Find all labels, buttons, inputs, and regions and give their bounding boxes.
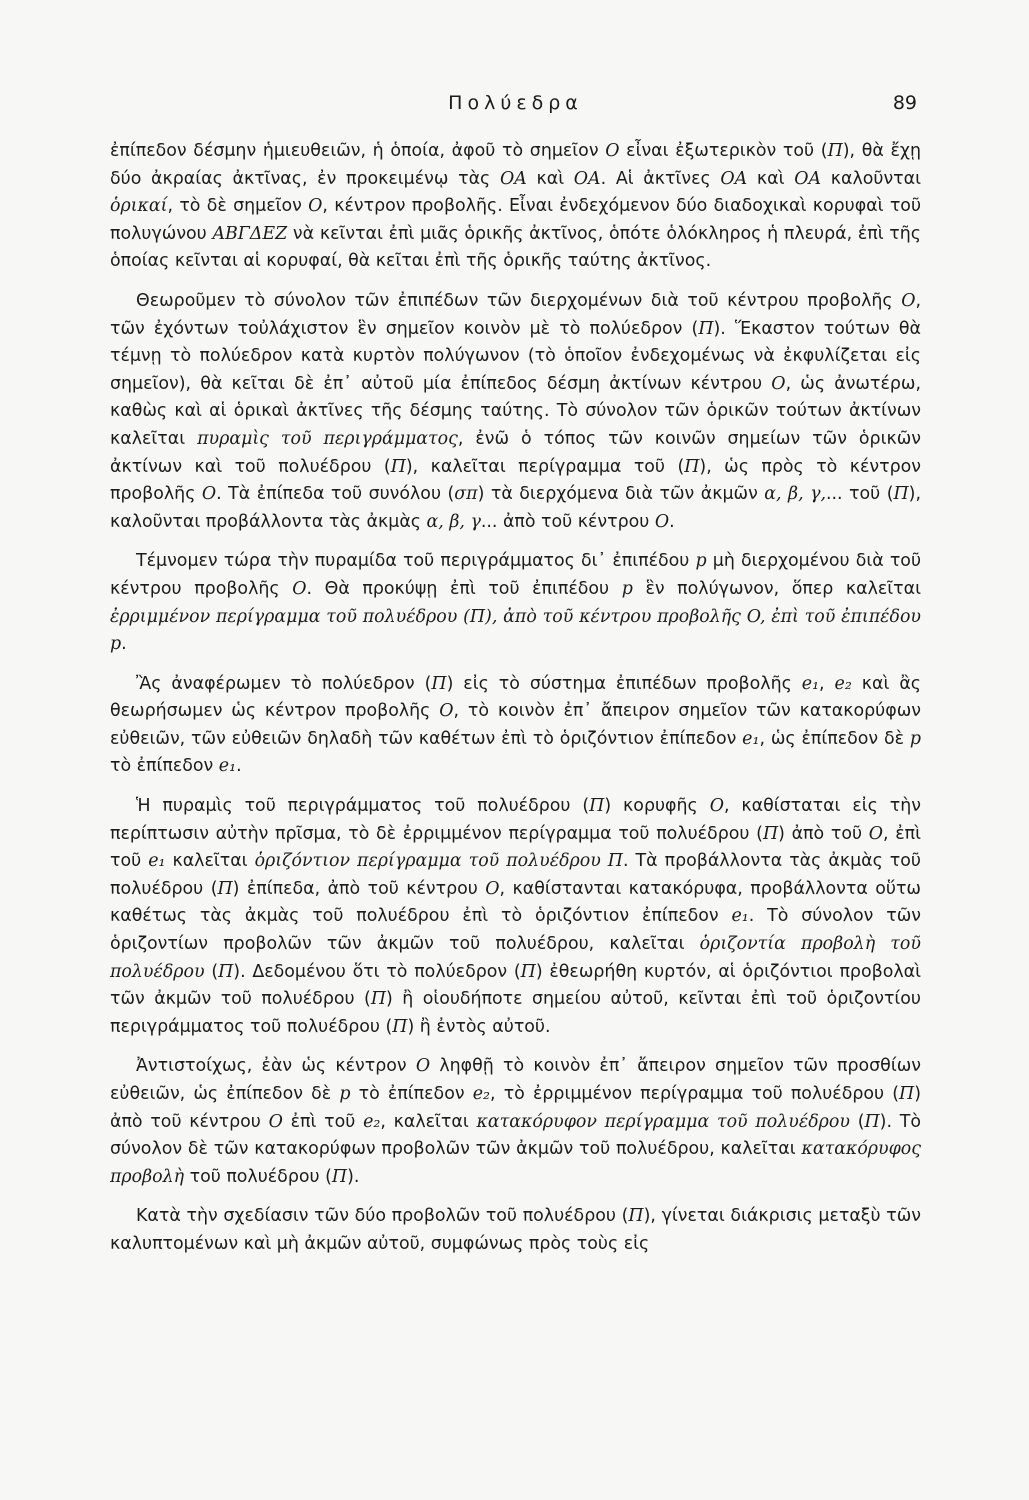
math-symbol: ὁρικαί (110, 196, 168, 217)
text-run: ) ἢ ἐντὸς αὐτοῦ. (407, 1016, 551, 1037)
math-symbol: O (901, 290, 916, 311)
text-run: καὶ (526, 168, 574, 189)
text-run: ἐπὶ τοῦ (282, 1111, 364, 1132)
text-run: , καθίσταται εἰς τὴν περίπτωσιν αὐτὴν πρῖσμα, τὸ δὲ ἐρριμμένον περίγραμμα τοῦ πολυέδρου ( (110, 796, 921, 844)
math-symbol: O (415, 1056, 431, 1077)
paragraph (110, 288, 921, 536)
text-run: , (819, 673, 835, 694)
text-run: καλοῦνται (821, 168, 921, 189)
math-symbol: Π (431, 673, 447, 694)
math-symbol: ὁριζόντιον περίγραμμα τοῦ πολυέδρου Π (254, 851, 623, 872)
text-run: ), καλοῦνται προβάλλοντα τὰς ἀκμὰς (110, 484, 921, 532)
math-symbol: O (292, 578, 307, 599)
text-run: ), θὰ ἔχῃ δύο ἀκραίας ἀκτῖνας, ἐν προκειμένῳ τὰς (110, 141, 921, 189)
text-run: Ἀντιστοίχως, ἐὰν ὡς κέντρον (136, 1056, 416, 1077)
text-run: . Τὰ ἐπίπεδα τοῦ συνόλου ( (216, 484, 455, 505)
math-symbol: ὁριζοντία προβολὴ τοῦ πολυέδρου (110, 934, 921, 982)
text-run: . (121, 634, 127, 655)
text-run: ἓν πολύγωνον, ὅπερ καλεῖται (632, 578, 921, 599)
math-symbol: Π (589, 796, 605, 817)
text-run: ) ἀπὸ τοῦ (778, 823, 869, 844)
math-symbol: Π (698, 318, 714, 339)
paragraph (110, 138, 921, 276)
text-run: ). Δεδομένου ὅτι τὸ πολύεδρον ( (233, 961, 521, 982)
text-run: ) ἐπίπεδα, ἀπὸ τοῦ κέντρου (232, 878, 486, 899)
text-run: . Αἱ ἀκτῖνες (600, 168, 721, 189)
text-run: ... ἀπὸ τοῦ κέντρου (480, 511, 655, 532)
text-run: ). Ἕκαστον τούτων θὰ τέμνῃ τὸ πολύεδρον κατὰ κυρτὸν πολύγωνον (τὸ ὁποῖον ἐνδεχομένως νὰ ἐκφυλίζεται εἰς σημεῖον), θὰ κεῖται δὲ ἐπ᾽ αὐτοῦ μία ἐπίπεδος δέσμη ἀκτίνων κέντρου (110, 318, 921, 394)
text-run: Τέμνομεν τώρα τὴν πυραμίδα τοῦ περιγράμματος δι᾽ ἐπιπέδου (136, 551, 696, 572)
math-symbol: Π (762, 823, 779, 844)
text-run: ( (849, 1111, 865, 1132)
body-text (110, 138, 921, 1259)
math-symbol: O (268, 1111, 283, 1132)
text-run: ) κορυφῆς (604, 796, 710, 817)
text-run: . Τὰ προβάλλοντα τὰς ἀκμὰς τοῦ πολυέδρου ( (110, 851, 921, 899)
running-head (110, 92, 921, 126)
running-title: Πολύεδρα (448, 92, 583, 114)
math-symbol: ἐρριμμένον περίγραμμα τοῦ πολυέδρου (Π), ἀπὸ τοῦ κέντρου προβολῆς O, ἐπὶ τοῦ ἐπιπέδου p (110, 606, 921, 655)
math-symbol: e₁ (742, 728, 760, 749)
text-run: εἶναι ἐξωτερικὸν τοῦ ( (619, 141, 828, 161)
text-run: ) ἀπὸ τοῦ κέντρου (110, 1084, 921, 1132)
math-symbol: O (771, 373, 786, 394)
text-run: ), ὡς πρὸς τὸ κέντρον προβολῆς (110, 456, 921, 505)
math-symbol: e₁ (218, 756, 237, 777)
text-run: ). (347, 1166, 360, 1187)
text-run: . (669, 511, 675, 532)
text-run: Ἂς ἀναφέρωμεν τὸ πολύεδρον ( (136, 673, 432, 694)
text-run: ). Τὸ σύνολον δὲ τῶν κατακορύφων προβολῶν τῶν ἀκμῶν τοῦ πολυέδρου, καλεῖται (110, 1111, 921, 1160)
math-symbol: p (695, 551, 707, 572)
math-symbol: O (709, 796, 724, 817)
text-run: Κατὰ τὴν σχεδίασιν τῶν δύο προβολῶν τοῦ πολυέδρου ( (136, 1206, 629, 1227)
text-run: , τῶν ἐχόντων τοὐλάχιστον ἓν σημεῖον κοινὸν μὲ τὸ πολύεδρον ( (110, 290, 921, 339)
text-run: . Τὸ σύνολον τῶν ὁριζοντίων προβολῶν τῶν ἀκμῶν τοῦ πολυέδρου, καλεῖται (110, 906, 921, 955)
text-run: , τὸ δὲ σημεῖον (167, 196, 309, 217)
text-run: , ἐνῶ ὁ τόπος τῶν κοινῶν σημείων τῶν ὁρικῶν ἀκτίνων καὶ τοῦ πολυέδρου ( (110, 428, 921, 477)
text-run: , καθίστανται κατακόρυφα, προβάλλοντα οὕτω καθέτως τὰς ἀκμὰς τοῦ πολυέδρου ἐπὶ τὸ ὁριζόντιον ἐπίπεδον (110, 878, 921, 927)
math-symbol: e₂ (472, 1084, 490, 1104)
text-run: ( (204, 961, 219, 982)
paragraph (110, 548, 921, 658)
math-symbol: Π (864, 1111, 880, 1132)
text-run: . Θὰ προκύψῃ ἐπὶ τοῦ ἐπιπέδου (306, 578, 622, 599)
text-run: νὰ κεῖνται ἐπὶ μιᾶς ὁρικῆς ἀκτῖνος, ὁπότε ὁλόκληρος ἡ πλευρά, ἐπὶ τῆς ὁποίας κεῖνται αἱ κορυφαί, θὰ κεῖται ἐπὶ τῆς ὁρικῆς ταύτης ἀκτῖνος. (110, 223, 921, 272)
math-symbol: O (605, 141, 620, 161)
math-symbol: OA (573, 168, 601, 189)
text-run: Ἡ πυραμὶς τοῦ περιγράμματος τοῦ πολυέδρου ( (136, 796, 590, 817)
text-run: , τὸ κοινὸν ἐπ᾽ ἄπειρον σημεῖον τῶν κατακορύφων εὐθειῶν, τῶν εὐθειῶν δηλαδὴ τῶν καθέτων ἐπὶ τὸ ὁριζόντιον ἐπίπεδον (110, 701, 921, 749)
math-symbol: O (308, 196, 323, 217)
text-run: , τὸ ἐρριμμένον περίγραμμα τοῦ πολυέδρου ( (490, 1084, 900, 1104)
math-symbol: κατακόρυφος προβολὴ (110, 1139, 921, 1187)
text-run: ἐπίπεδον δέσμην ἡμιευθειῶν, ἡ ὁποία, ἀφοῦ τὸ σημεῖον (110, 141, 606, 161)
math-symbol: κατακόρυφον περίγραμμα τοῦ πολυέδρου (476, 1111, 850, 1132)
text-run: . (236, 756, 242, 777)
text-run: ) ἐθεωρήθη κυρτόν, αἱ ὁριζόντιοι προβολαὶ τῶν ἀκμῶν τοῦ πολυέδρου ( (110, 961, 921, 1010)
text-run: μὴ διερχομένου διὰ τοῦ κέντρου προβολῆς (110, 551, 922, 599)
paragraph (110, 1053, 921, 1191)
text-run: ), γίνεται διάκρισις μεταξὺ τῶν καλυπτομένων καὶ μὴ ἀκμῶν αὐτοῦ, συμφώνως πρὸς τοὺς εἰς (110, 1206, 921, 1254)
math-symbol: Π (520, 961, 536, 982)
math-symbol: Π (893, 484, 909, 505)
math-symbol: Π (827, 141, 843, 161)
math-symbol: e₂ (363, 1111, 381, 1132)
math-symbol: ΑΒΓΔΕΖ (212, 223, 288, 244)
text-run: ... τοῦ ( (826, 484, 894, 505)
math-symbol: σπ (454, 484, 478, 505)
math-symbol: e₁ (148, 851, 166, 872)
text-run: Θεωροῦμεν τὸ σύνολον τῶν ἐπιπέδων τῶν διερχομένων διὰ τοῦ κέντρου προβολῆς (136, 290, 902, 311)
math-symbol: α, β, γ, (764, 484, 826, 505)
text-run: ) εἰς τὸ σύστημα ἐπιπέδων προβολῆς (446, 673, 802, 694)
math-symbol: O (654, 511, 670, 532)
text-run: τὸ ἐπίπεδον (350, 1084, 473, 1104)
math-symbol: πυραμὶς τοῦ περιγράμματος (197, 428, 458, 449)
paragraph (110, 671, 921, 781)
math-symbol: OA (794, 168, 822, 189)
text-run: καὶ ἂς θεωρήσωμεν ὡς κέντρον προβολῆς (110, 673, 921, 722)
math-symbol: OA (499, 168, 527, 189)
text-run: ), καλεῖται περίγραμμα τοῦ ( (405, 456, 685, 477)
text-run: ) ἢ οἱουδήποτε σημείου αὐτοῦ, κεῖνται ἐπὶ τοῦ ὁριζοντίου περιγράμματος τοῦ πολυέδρου ( (110, 989, 921, 1037)
math-symbol: α, β, γ (426, 511, 481, 532)
math-symbol: p (339, 1084, 351, 1104)
math-symbol: Π (628, 1206, 644, 1227)
page-number: 89 (892, 92, 917, 114)
text-run: τὸ ἐπίπεδον (110, 756, 219, 777)
math-symbol: O (201, 484, 217, 505)
math-symbol: p (909, 728, 921, 749)
math-symbol: e₁ (801, 673, 820, 694)
text-run: καὶ (747, 168, 795, 189)
text-run: , ἐπὶ τοῦ (110, 823, 921, 872)
paragraph (110, 793, 921, 1041)
math-symbol: O (868, 823, 884, 844)
math-symbol: e₂ (834, 673, 852, 694)
text-run: , ὡς ἀνωτέρω, καθὼς καὶ αἱ ὁρικαὶ ἀκτῖνες τῆς δέσμης ταύτης. Τὸ σύνολον τῶν ὁρικῶν τούτων ἀκτίνων καλεῖται (110, 373, 921, 449)
math-symbol: Π (218, 961, 234, 982)
math-symbol: O (485, 878, 500, 899)
text-run: ληφθῇ τὸ κοινὸν ἐπ᾽ ἄπειρον σημεῖον τῶν προσθίων εὐθειῶν, ὡς ἐπίπεδον δὲ (110, 1056, 921, 1104)
math-symbol: Π (684, 456, 700, 477)
paragraph (110, 1203, 921, 1258)
math-symbol: OA (720, 168, 748, 189)
math-symbol: e₁ (731, 906, 749, 927)
text-run: καλεῖται (165, 851, 255, 872)
math-symbol: Π (331, 1166, 348, 1187)
math-symbol: Π (392, 1016, 408, 1037)
text-run: ) τὰ διερχόμενα διὰ τῶν ἀκμῶν (477, 484, 765, 505)
text-run: τοῦ πολυέδρου ( (184, 1166, 332, 1187)
math-symbol: p (621, 578, 633, 599)
text-run: , κέντρον προβολῆς. Εἶναι ἐνδεχόμενον δύο διαδοχικαὶ κορυφαὶ τοῦ πολυγώνου (110, 196, 922, 244)
math-symbol: Π (217, 878, 233, 899)
math-symbol: Π (370, 989, 386, 1010)
math-symbol: Π (390, 456, 406, 477)
text-run: , ὡς ἐπίπεδον δὲ (759, 728, 910, 749)
text-run: , καλεῖται (380, 1111, 477, 1132)
math-symbol: O (439, 701, 454, 722)
math-symbol: Π (899, 1084, 915, 1104)
